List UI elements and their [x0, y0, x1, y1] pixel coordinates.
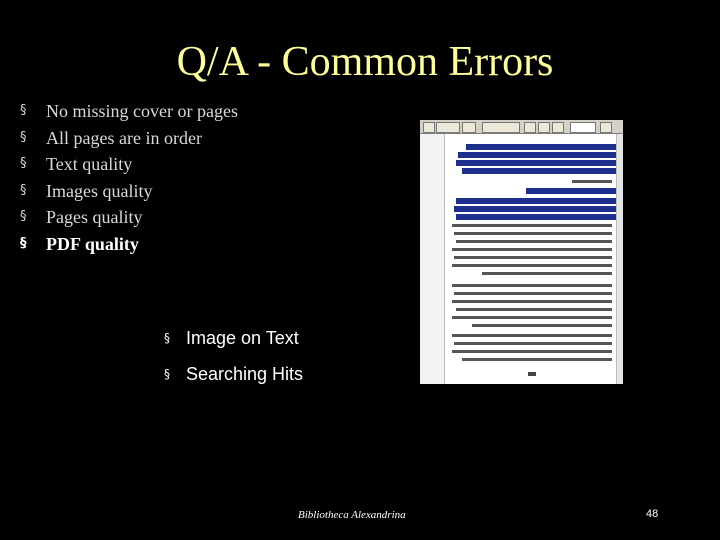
bullet-item-active: [20, 231, 238, 258]
bullet-marker-icon: §: [20, 209, 27, 225]
bullet-marker-icon: §: [20, 235, 27, 251]
sub-bullet-text: Image on Text: [186, 328, 299, 348]
pdf-preview-screenshot: [420, 120, 623, 384]
pdf-bookmarks-panel: [420, 134, 445, 384]
slide-number: 48: [646, 508, 659, 520]
bullet-text: All pages are in order: [46, 127, 202, 148]
bullet-item: [20, 151, 238, 178]
bullet-marker-icon: §: [20, 129, 27, 145]
bullet-marker-icon: §: [164, 331, 170, 345]
slide-title: Q/A - Common Errors: [176, 39, 554, 85]
bullet-item: [20, 98, 238, 125]
bullet-item: [20, 178, 238, 205]
bullet-list: [20, 98, 238, 258]
pdf-viewer-toolbar: [420, 120, 623, 134]
bullet-text: Text quality: [46, 154, 133, 175]
bullet-marker-icon: §: [164, 367, 170, 381]
sub-bullet-list: [164, 320, 303, 392]
sub-bullet-item: [164, 320, 303, 356]
bullet-marker-icon: §: [20, 182, 27, 198]
bullet-marker-icon: §: [20, 103, 27, 118]
sub-bullet-item: [164, 356, 303, 392]
bullet-item: [20, 204, 238, 231]
bullet-item: [20, 125, 238, 152]
sub-bullet-text: Searching Hits: [186, 364, 304, 384]
bullet-text: PDF quality: [46, 233, 139, 254]
pdf-scrollbar: [616, 134, 623, 384]
pdf-page-image: [448, 136, 616, 382]
bullet-marker-icon: §: [20, 156, 27, 172]
bullet-text: No missing cover or pages: [46, 101, 238, 121]
footer-organization: Bibliotheca Alexandrina: [298, 509, 406, 521]
bullet-text: Images quality: [46, 180, 153, 201]
bullet-text: Pages quality: [46, 207, 143, 228]
